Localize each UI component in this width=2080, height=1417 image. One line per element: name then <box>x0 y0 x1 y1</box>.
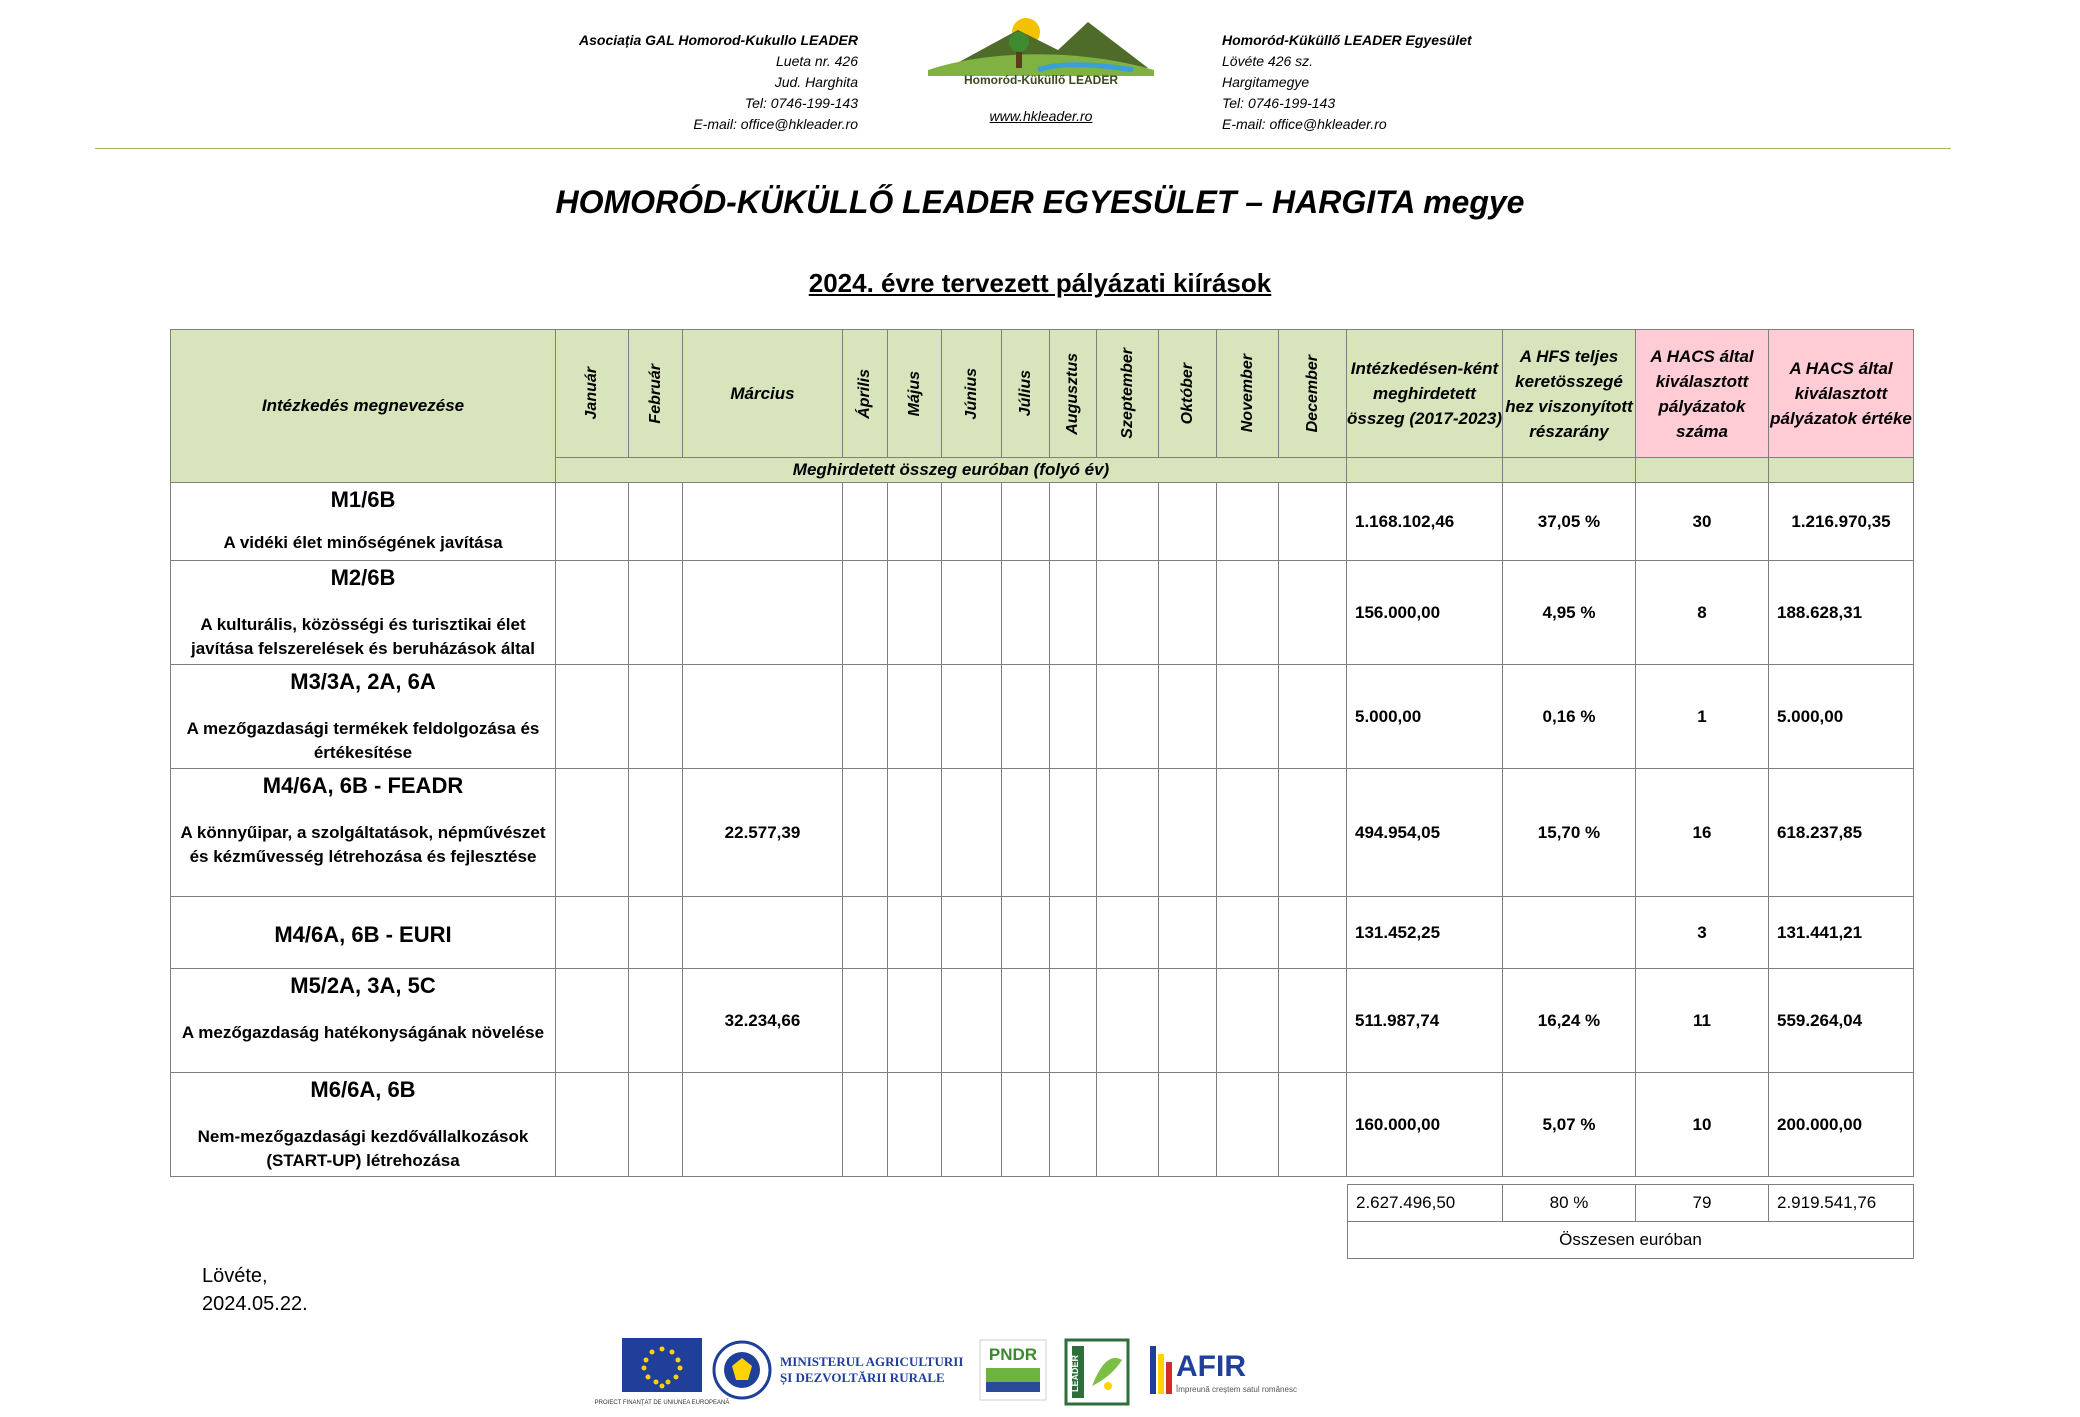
month-cell <box>843 897 888 969</box>
letterhead-right-county: Hargitamegye <box>1222 74 1310 90</box>
month-cell <box>1279 969 1347 1073</box>
pndr-logo-icon <box>980 1340 1046 1400</box>
month-cell <box>1097 969 1159 1073</box>
selected-value: 131.441,21 <box>1769 897 1914 969</box>
selected-count: 10 <box>1636 1073 1769 1177</box>
letterhead-right-email: E-mail: office@hkleader.ro <box>1222 116 1387 132</box>
announced-amount: 160.000,00 <box>1347 1073 1503 1177</box>
measure-cell <box>171 897 556 969</box>
month-cell <box>1217 1073 1279 1177</box>
measure-code: M2/6B <box>330 565 396 590</box>
month-cell <box>1279 769 1347 897</box>
month-cell <box>942 1073 1002 1177</box>
month-cell <box>1050 665 1097 769</box>
month-cell <box>1002 769 1050 897</box>
logo-text: Homoród-Küküllő LEADER <box>964 73 1118 87</box>
month-cell <box>1159 897 1217 969</box>
month-cell <box>942 897 1002 969</box>
month-cell <box>556 1073 629 1177</box>
leader-logo-icon <box>1066 1340 1128 1404</box>
month-cell <box>556 969 629 1073</box>
month-cell <box>556 897 629 969</box>
march-amount <box>683 483 843 561</box>
hfs-share: 16,24 % <box>1503 969 1636 1073</box>
march-amount <box>683 1073 843 1177</box>
selected-value: 618.237,85 <box>1769 769 1914 897</box>
month-cell <box>1159 969 1217 1073</box>
announced-amount: 156.000,00 <box>1347 561 1503 665</box>
footer-logos <box>594 1336 1297 1406</box>
month-cell <box>843 969 888 1073</box>
month-header-november <box>1217 330 1279 458</box>
month-cell <box>629 483 683 561</box>
letterhead-right-address: Lövéte 426 sz. <box>1222 53 1314 69</box>
total-value: 2.919.541,76 <box>1769 1185 1914 1222</box>
month-label: Október <box>1178 362 1196 425</box>
eu-flag-icon <box>622 1338 702 1392</box>
march-amount <box>683 561 843 665</box>
month-header-april <box>843 330 888 458</box>
funding-logos-icon <box>594 1336 1297 1412</box>
month-cell <box>1002 665 1050 769</box>
measure-code: M5/2A, 3A, 5C <box>290 973 436 998</box>
month-cell <box>1217 769 1279 897</box>
measure-code: M1/6B <box>330 487 396 512</box>
month-cell <box>1097 1073 1159 1177</box>
month-cell <box>1279 561 1347 665</box>
date: 2024.05.22. <box>202 1293 308 1315</box>
month-header-august <box>1050 330 1097 458</box>
month-cell <box>629 1073 683 1177</box>
month-cell <box>1002 561 1050 665</box>
month-header-march: Március <box>683 330 843 458</box>
selected-count: 11 <box>1636 969 1769 1073</box>
place: Lövéte, <box>202 1265 268 1287</box>
place-date <box>202 1262 308 1318</box>
afir-text: AFIR <box>1176 1350 1246 1383</box>
selected-value: 559.264,04 <box>1769 969 1914 1073</box>
month-cell <box>942 969 1002 1073</box>
month-cell <box>556 769 629 897</box>
measure-cell <box>171 1073 556 1177</box>
month-cell <box>1097 897 1159 969</box>
month-label: Szeptember <box>1118 348 1136 439</box>
hfs-share: 4,95 % <box>1503 561 1636 665</box>
hfs-share <box>1503 897 1636 969</box>
hfs-share: 37,05 % <box>1503 483 1636 561</box>
month-cell <box>629 561 683 665</box>
measure-code: M4/6A, 6B - FEADR <box>262 773 464 798</box>
month-label: December <box>1303 354 1321 433</box>
measure-description: A könnyűipar, a szolgáltatások, népművészet és kézművesség létrehozása és fejlesztése <box>180 823 546 866</box>
table-row <box>171 483 1914 561</box>
measure-cell <box>171 483 556 561</box>
month-cell <box>888 897 942 969</box>
month-cell <box>888 483 942 561</box>
letterhead-right-org: Homoród-Küküllő LEADER Egyesület <box>1222 32 1472 48</box>
measure-description: A mezőgazdaság hatékonyságának növelése <box>181 1023 545 1042</box>
month-cell <box>556 665 629 769</box>
measure-code: M6/6A, 6B <box>310 1077 416 1102</box>
month-cell <box>1159 1073 1217 1177</box>
page-title: HOMORÓD-KÜKÜLLŐ LEADER EGYESÜLET – HARGITA megye <box>555 184 1525 220</box>
month-cell <box>1159 665 1217 769</box>
calls-table <box>170 329 1914 1177</box>
letterhead-left-email: E-mail: office@hkleader.ro <box>693 116 858 132</box>
month-cell <box>942 483 1002 561</box>
month-cell <box>1159 561 1217 665</box>
measure-description: A vidéki élet minőségének javítása <box>223 533 503 552</box>
month-label: November <box>1238 354 1256 433</box>
month-cell <box>1279 483 1347 561</box>
total-count: 79 <box>1636 1185 1769 1222</box>
month-header-december <box>1279 330 1347 458</box>
afir-tagline: Împreună creștem satul românesc <box>1176 1385 1297 1394</box>
announced-amount: 1.168.102,46 <box>1347 483 1503 561</box>
march-amount <box>683 897 843 969</box>
march-amount: 32.234,66 <box>683 969 843 1073</box>
table-row <box>171 897 1914 969</box>
measure-description: A kulturális, közösségi és turisztikai élet javítása felszerelések és beruházások által <box>191 615 535 658</box>
letterhead-right-phone: Tel: 0746-199-143 <box>1222 95 1336 111</box>
table-row <box>171 769 1914 897</box>
month-cell <box>1002 1073 1050 1177</box>
table-row <box>171 561 1914 665</box>
month-cell <box>942 769 1002 897</box>
month-cell <box>629 969 683 1073</box>
measure-cell <box>171 561 556 665</box>
afir-logo-icon <box>1150 1346 1297 1394</box>
ministry-line2: ȘI DEZVOLTĂRII RURALE <box>780 1370 945 1385</box>
hfs-share: 0,16 % <box>1503 665 1636 769</box>
month-cell <box>1050 483 1097 561</box>
selected-value: 5.000,00 <box>1769 665 1914 769</box>
month-cell <box>1097 483 1159 561</box>
selected-count: 16 <box>1636 769 1769 897</box>
announced-amount: 5.000,00 <box>1347 665 1503 769</box>
month-cell <box>1279 897 1347 969</box>
selected-count-header: A HACS által kiválasztott pályázatok száma <box>1636 330 1769 458</box>
selected-value: 1.216.970,35 <box>1769 483 1914 561</box>
month-label: Július <box>1016 370 1034 417</box>
announced-amount: 511.987,74 <box>1347 969 1503 1073</box>
month-cell <box>1050 561 1097 665</box>
measure-description: Nem-mezőgazdasági kezdővállalkozások (START-UP) létrehozása <box>197 1127 529 1170</box>
header-divider <box>95 148 1951 149</box>
subheader-blank <box>1347 458 1503 483</box>
selected-count: 30 <box>1636 483 1769 561</box>
hfs-share: 5,07 % <box>1503 1073 1636 1177</box>
month-header-february <box>629 330 683 458</box>
month-header-july <box>1002 330 1050 458</box>
march-amount: 22.577,39 <box>683 769 843 897</box>
selected-value: 200.000,00 <box>1769 1073 1914 1177</box>
month-cell <box>629 665 683 769</box>
total-share: 80 % <box>1503 1185 1636 1222</box>
measure-cell <box>171 969 556 1073</box>
website-link[interactable]: www.hkleader.ro <box>989 108 1093 124</box>
month-cell <box>1002 483 1050 561</box>
table-row <box>171 665 1914 769</box>
month-cell <box>629 769 683 897</box>
month-cell <box>1217 561 1279 665</box>
month-cell <box>1002 897 1050 969</box>
month-label: Április <box>856 368 873 419</box>
letterhead-left-county: Jud. Harghita <box>774 74 858 90</box>
selected-value: 188.628,31 <box>1769 561 1914 665</box>
month-cell <box>1097 665 1159 769</box>
ministry-line1: MINISTERUL AGRICULTURII <box>780 1354 964 1369</box>
letterhead-left-address: Lueta nr. 426 <box>776 53 858 69</box>
measure-cell <box>171 769 556 897</box>
hk-leader-logo <box>918 10 1164 128</box>
table-body <box>171 483 1914 1177</box>
month-cell <box>888 561 942 665</box>
romanian-government-seal-icon <box>714 1342 770 1398</box>
month-cell <box>1217 483 1279 561</box>
month-cell <box>888 1073 942 1177</box>
measure-description: A mezőgazdasági termékek feldolgozása és értékesítése <box>186 719 540 762</box>
announced-amount: 494.954,05 <box>1347 769 1503 897</box>
letterhead-left-org: Asociația GAL Homorod-Kukullo LEADER <box>579 32 858 48</box>
measure-code: M4/6A, 6B - EURI <box>274 921 452 947</box>
selected-count: 1 <box>1636 665 1769 769</box>
selected-count: 3 <box>1636 897 1769 969</box>
month-cell <box>556 561 629 665</box>
month-cell <box>1050 969 1097 1073</box>
leader-text: LEADER <box>1070 1354 1080 1392</box>
month-cell <box>556 483 629 561</box>
month-cell <box>843 483 888 561</box>
month-cell <box>1279 1073 1347 1177</box>
svg-text:MINISTERUL AGRICULTURII <box>780 1354 967 1386</box>
subheader-blank <box>1636 458 1769 483</box>
mountain-logo-icon <box>918 10 1164 80</box>
month-cell <box>843 1073 888 1177</box>
hfs-share: 15,70 % <box>1503 769 1636 897</box>
month-cell <box>629 897 683 969</box>
month-cell <box>1050 769 1097 897</box>
month-cell <box>843 769 888 897</box>
month-cell <box>1002 969 1050 1073</box>
selected-value-header: A HACS által kiválasztott pályázatok értéke <box>1769 330 1914 458</box>
totals-label: Összesen euróban <box>1348 1222 1914 1259</box>
measure-name-header: Intézkedés megnevezése <box>171 330 556 483</box>
month-cell <box>1217 665 1279 769</box>
currency-subheader: Meghirdetett összeg euróban (folyó év) <box>556 458 1347 483</box>
announced-total-header: Intézkedésen-ként meghirdetett összeg (2017-2023) <box>1347 330 1503 458</box>
month-cell <box>1217 969 1279 1073</box>
total-announced: 2.627.496,50 <box>1348 1185 1503 1222</box>
subheader-blank <box>1769 458 1914 483</box>
month-cell <box>1097 769 1159 897</box>
letterhead-left-phone: Tel: 0746-199-143 <box>744 95 858 111</box>
month-header-october <box>1159 330 1217 458</box>
page-subtitle: 2024. évre tervezett pályázati kiírások <box>808 268 1272 298</box>
letterhead-right <box>1222 30 1582 135</box>
eu-caption: PROIECT FINANȚAT DE UNIUNEA EUROPEANĂ <box>594 1400 730 1406</box>
month-cell <box>942 665 1002 769</box>
month-header-september <box>1097 330 1159 458</box>
letterhead-left <box>470 30 858 135</box>
measure-cell <box>171 665 556 769</box>
subheader-blank <box>1503 458 1636 483</box>
announced-amount: 131.452,25 <box>1347 897 1503 969</box>
month-cell <box>1097 561 1159 665</box>
month-cell <box>888 969 942 1073</box>
table-row <box>171 1073 1914 1177</box>
hfs-share-header: A HFS teljes keretösszegé hez viszonyított részarány <box>1503 330 1636 458</box>
month-cell <box>1050 897 1097 969</box>
month-header-may <box>888 330 942 458</box>
measure-code: M3/3A, 2A, 6A <box>290 669 436 694</box>
selected-count: 8 <box>1636 561 1769 665</box>
month-header-january <box>556 330 629 458</box>
month-cell <box>1159 769 1217 897</box>
month-cell <box>888 769 942 897</box>
table-row <box>171 969 1914 1073</box>
month-cell <box>1159 483 1217 561</box>
month-cell <box>843 665 888 769</box>
month-cell <box>843 561 888 665</box>
month-label: Május <box>905 370 923 417</box>
totals-table <box>1347 1184 1914 1259</box>
month-label: Június <box>962 367 980 420</box>
march-amount <box>683 665 843 769</box>
month-cell <box>888 665 942 769</box>
month-cell <box>1279 665 1347 769</box>
month-cell <box>942 561 1002 665</box>
month-cell <box>1217 897 1279 969</box>
pndr-text: PNDR <box>988 1345 1038 1364</box>
month-label: Február <box>646 363 664 424</box>
month-header-june <box>942 330 1002 458</box>
month-label: Augusztus <box>1064 352 1081 435</box>
month-cell <box>1050 1073 1097 1177</box>
month-label: Január <box>583 367 600 420</box>
